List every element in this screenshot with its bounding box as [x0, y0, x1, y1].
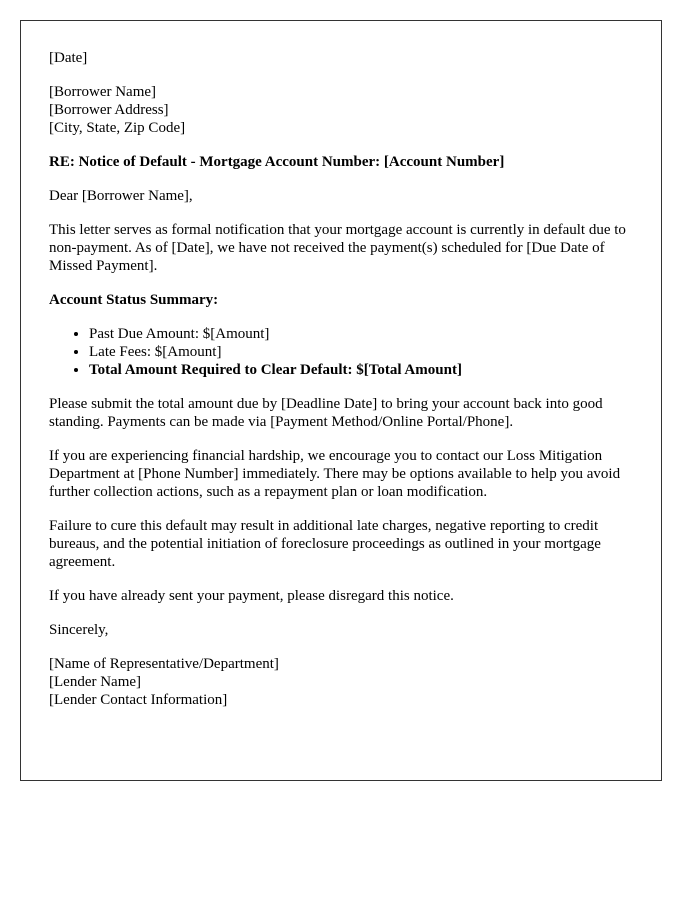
summary-item-past-due: • Past Due Amount: $[Amount]	[89, 325, 633, 343]
salutation: Dear [Borrower Name],	[49, 188, 193, 204]
recipient-city-state-zip: [City, State, Zip Code]	[49, 120, 186, 136]
letter-page	[20, 20, 662, 781]
paragraph-disregard: If you have already sent your payment, please disregard this notice.	[49, 588, 454, 604]
summary-heading: Account Status Summary:	[49, 292, 219, 308]
paragraph-default-notice: This letter serves as formal notification that your mortgage account is currently in default due to non-payment. As of [Date], we have not received the payment(s) scheduled for [Due Date of Missed Payment].	[49, 222, 626, 274]
summary-item-total-amount: • Total Amount Required to Clear Default: $[Total Amount]	[89, 361, 633, 379]
paragraph-payment-instructions: Please submit the total amount due by [Deadline Date] to bring your account back into good standing. Payments can be made via [Payment Method/Online Portal/Phone].	[49, 396, 603, 430]
recipient-name: [Borrower Name]	[49, 84, 157, 100]
signature-block	[49, 655, 633, 709]
letter-date: [Date]	[49, 50, 88, 66]
paragraph-financial-hardship: If you are experiencing financial hardship, we encourage you to contact our Loss Mitigation Department at [Phone Number] immediately. There may be options available to help you avoid further collection actions, such as a repayment plan or loan modification.	[49, 448, 621, 500]
paragraph-consequences: Failure to cure this default may result in additional late charges, negative reporting to credit bureaus, and the potential initiation of foreclosure proceedings as outlined in your mortgage agreement.	[49, 518, 601, 570]
summary-item-late-fees: • Late Fees: $[Amount]	[89, 343, 633, 361]
signature-lender-name: [Lender Name]	[49, 674, 142, 690]
account-summary-list	[49, 325, 633, 379]
signature-lender-contact: [Lender Contact Information]	[49, 692, 228, 708]
signature-representative: [Name of Representative/Department]	[49, 656, 279, 672]
subject-line: RE: Notice of Default - Mortgage Account Number: [Account Number]	[49, 154, 505, 170]
recipient-address: [Borrower Address]	[49, 102, 169, 118]
recipient-block	[49, 83, 633, 137]
closing: Sincerely,	[49, 622, 109, 638]
